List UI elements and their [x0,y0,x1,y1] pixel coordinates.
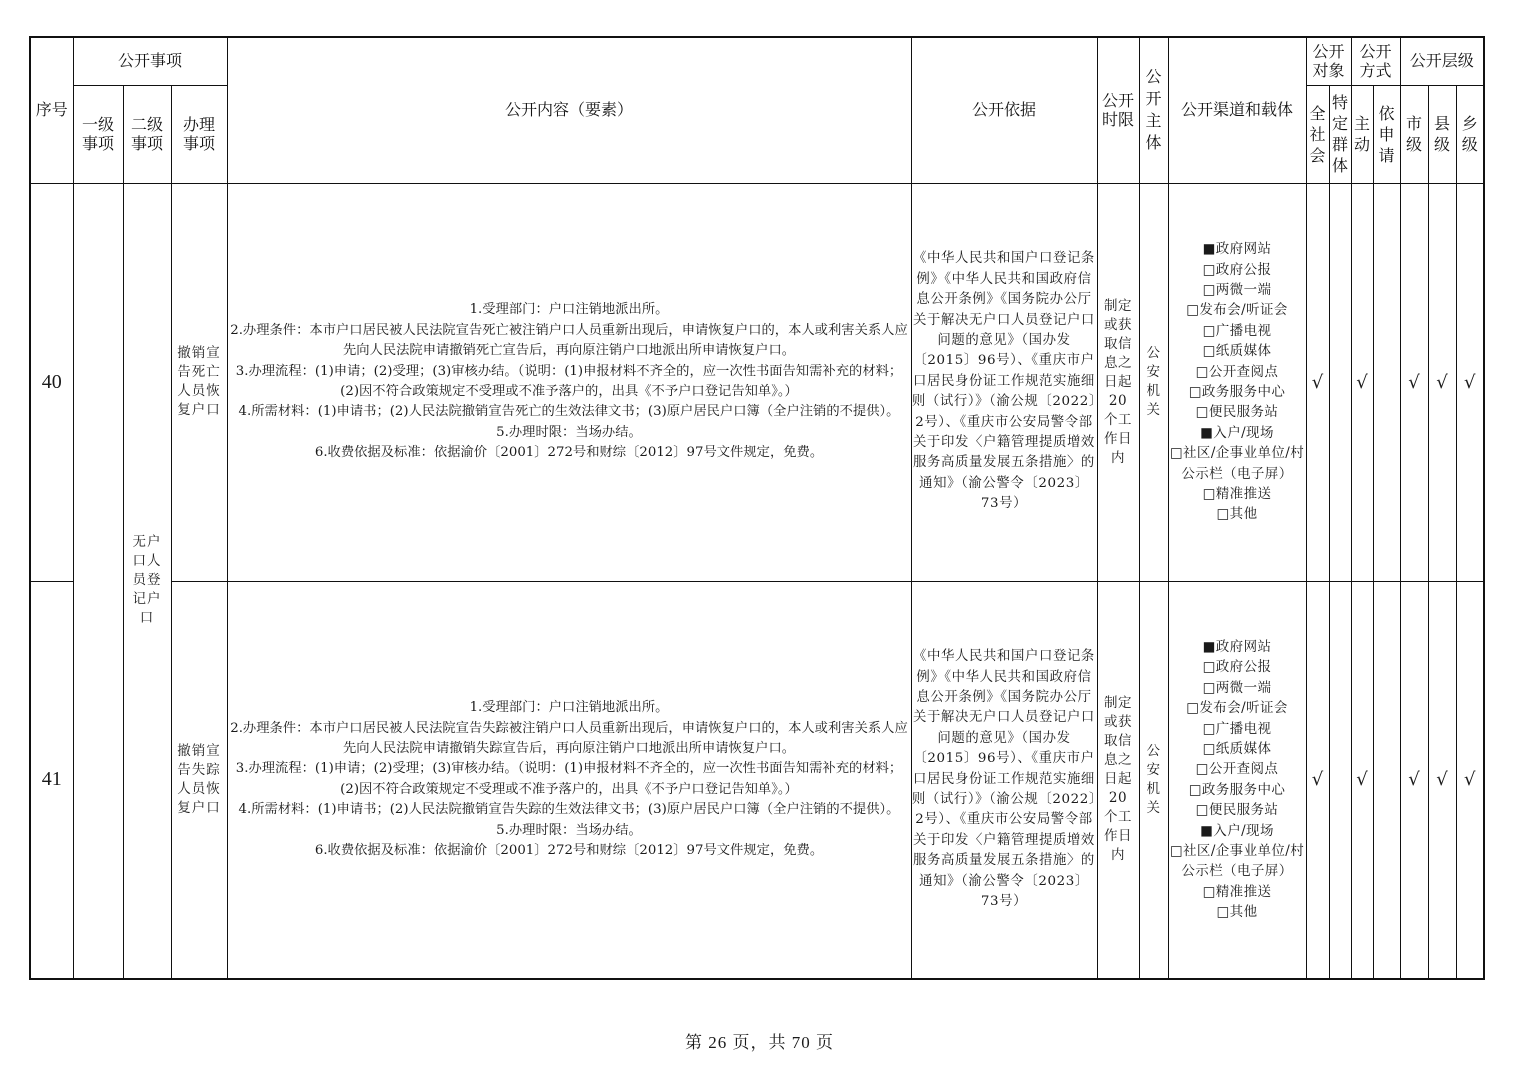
disclosure-table [29,36,1485,980]
content-line: 3.办理流程：(1)申请；(2)受理；(3)审核办结。（说明：(1)申报材料不齐全的，应一次性书面告知需补充的材料；(2)因不符合政策规定不受理或不准予落户的，出具《不予户口登记告知单》。） [235,363,903,399]
row-seq: 41 [30,581,73,979]
row-subject [1139,183,1168,581]
channel-item: □公开查阅点 [1195,761,1279,778]
channel-item: □便民服务站 [1195,802,1279,819]
row-handling [171,183,227,581]
row-time-limit [1097,183,1139,581]
channel-item: □便民服务站 [1195,404,1279,421]
row-handling [171,581,227,979]
channel-item: □政府公报 [1202,659,1272,676]
content-line: 1.受理部门：户口注销地派出所。 [469,302,669,318]
channel-item: □广播电视 [1202,322,1272,339]
content-line: 4.所需材料：(1)申请书；(2)人民法院撤销宣告失踪的生效法律文书；(3)原户居民户口簿（全户注销的不提供）。 [238,802,900,818]
channel-item: ■入户/现场 [1200,822,1274,839]
header-time-limit-text: 公开时限 [1101,91,1134,130]
row-audience-all: √ [1306,581,1329,979]
header-time-limit [1097,37,1139,183]
row-content [227,581,911,979]
row-audience-specific [1329,183,1351,581]
channel-item: □两微一端 [1202,281,1272,298]
row-level-county: √ [1428,183,1456,581]
channel-item: □纸质媒体 [1202,740,1272,757]
table-row [30,581,1484,979]
channel-item: □广播电视 [1202,720,1272,737]
row-subject-text: 公安机关 [1146,345,1161,418]
row-level-county: √ [1428,581,1456,979]
channel-item: □其他 [1216,904,1258,921]
header-level-city [1400,85,1428,183]
channel-item: □公开查阅点 [1195,363,1279,380]
header-levels: 公开层级 [1400,37,1484,85]
header-public-matters: 公开事项 [73,37,227,85]
channel-item: □政务服务中心 [1188,384,1286,400]
header-channels: 公开渠道和载体 [1168,37,1306,183]
header-level2 [123,85,171,183]
row-level1-cell [73,183,123,979]
content-line: 4.所需材料：(1)申请书；(2)人民法院撤销宣告死亡的生效法律文书；(3)原户居民户口簿（全户注销的不提供）。 [238,404,900,420]
header-audience-text: 公开对象 [1312,42,1345,81]
row-handling-text: 撤销宣告死亡人员恢复户口 [177,345,221,418]
channel-item: □发布会/听证会 [1186,302,1288,319]
row-method-active: √ [1351,183,1373,581]
channel-item: □两微一端 [1202,679,1272,696]
row-method-request [1373,581,1400,979]
disclosure-table-sheet [29,36,1483,980]
header-level-county [1428,85,1456,183]
channel-item: ■入户/现场 [1200,424,1274,441]
content-line: 3.办理流程：(1)申请；(2)受理；(3)审核办结。（说明：(1)申报材料不齐全的，应一次性书面告知需补充的材料；(2)因不符合政策规定不受理或不准予落户的，出具《不予户口登记告知单》。） [235,761,903,797]
row-method-active: √ [1351,581,1373,979]
content-line: 5.办理时限：当场办结。 [496,424,642,440]
header-handling [171,85,227,183]
row-content [227,183,911,581]
content-line: 6.收费依据及标准：依据渝价〔2001〕272号和财综〔2012〕97号文件规定，免费。 [314,445,824,461]
header-method-request-text: 依申请 [1378,103,1395,165]
header-level-county-text: 县级 [1433,114,1450,154]
row-time-limit [1097,581,1139,979]
row-level-town: √ [1456,581,1484,979]
content-line: 5.办理时限：当场办结。 [496,822,642,838]
content-line: 2.办理条件：本市户口居民被人民法院宣告失踪被注销户口人员重新出现后，申请恢复户口的，本人或利害关系人应先向人民法院申请撤销失踪宣告后，再向原注销户口地派出所申请恢复户口。 [230,720,908,756]
header-handling-text: 办理事项 [182,115,215,153]
header-method-active [1351,85,1373,183]
header-level-town [1456,85,1484,183]
header-seq: 序号 [30,37,73,183]
row-basis: 《中华人民共和国户口登记条例》《中华人民共和国政府信息公开条例》《国务院办公厅关于解决无户口人员登记户口问题的意见》（国办发〔2015〕96号）、《重庆市户口居民身份证工作规范实施细则（试行）》（渝公规〔2022〕2号）、《重庆市公安局警令部关于印发〈户籍管理提质增效服务高质量发展五条措施〉的通知》（渝公警令〔2023〕73号） [911,581,1097,979]
row-method-request [1373,183,1400,581]
row-subject-text: 公安机关 [1146,742,1161,816]
header-audience-all [1306,85,1329,183]
header-audience-specific [1329,85,1351,183]
header-audience-all-text: 全社会 [1309,103,1326,165]
row-basis: 《中华人民共和国户口登记条例》《中华人民共和国政府信息公开条例》《国务院办公厅关于解决无户口人员登记户口问题的意见》（国办发〔2015〕96号）、《重庆市户口居民身份证工作规范实施细则（试行）》（渝公规〔2022〕2号）、《重庆市公安局警令部关于印发〈户籍管理提质增效服务高质量发展五条措施〉的通知》（渝公警令〔2023〕73号） [911,183,1097,581]
channel-item: ■政府网站 [1202,638,1272,655]
header-method-request [1373,85,1400,183]
row-seq: 40 [30,183,73,581]
channel-item: □政务服务中心 [1188,781,1286,798]
page-footer: 第 26 页，共 70 页 [685,1033,834,1052]
row-channels [1168,581,1306,979]
row-subject [1139,581,1168,979]
channel-item: □纸质媒体 [1202,343,1272,360]
content-line: 2.办理条件：本市户口居民被人民法院宣告死亡被注销户口人员重新出现后，申请恢复户口的，本人或利害关系人应先向人民法院申请撤销死亡宣告后，再向原注销户口地派出所申请恢复户口。 [230,322,908,359]
row-time-limit-text: 制定或获取信息之日起20个工作日内 [1104,297,1132,466]
header-level-city-text: 市级 [1405,114,1422,154]
row-level-city: √ [1400,581,1428,979]
header-level1-text: 一级事项 [81,115,114,153]
header-row-1 [30,37,1484,85]
channel-item: □社区/企事业单位/村公示栏（电子屏） [1169,445,1305,482]
row-audience-specific [1329,581,1351,979]
header-audience [1306,37,1351,85]
content-line: 1.受理部门：户口注销地派出所。 [469,700,669,716]
header-method-text: 公开方式 [1359,42,1392,81]
header-basis: 公开依据 [911,37,1097,183]
header-method-active-text: 主动 [1353,114,1370,154]
row-level-city: √ [1400,183,1428,581]
header-method [1351,37,1400,85]
channel-item: □政府公报 [1202,261,1272,278]
row-level2-cell [123,183,171,979]
channel-item: □精准推送 [1202,486,1272,503]
header-level2-text: 二级事项 [130,115,163,153]
row-audience-all: √ [1306,183,1329,581]
channel-item: □社区/企事业单位/村公示栏（电子屏） [1169,842,1305,880]
header-subject [1139,37,1168,183]
header-subject-text: 公开主体 [1145,67,1162,153]
content-line: 6.收费依据及标准：依据渝价〔2001〕272号和财综〔2012〕97号文件规定，免费。 [314,842,824,858]
row-level2-text: 无户口人员登记户口 [132,534,162,627]
channel-item: □其他 [1216,506,1258,523]
header-audience-specific-text: 特定群体 [1331,93,1348,175]
row-time-limit-text: 制定或获取信息之日起20个工作日内 [1104,695,1132,864]
channel-item: □精准推送 [1202,883,1272,900]
header-level1 [73,85,123,183]
row-handling-text: 撤销宣告失踪人员恢复户口 [177,742,221,816]
channel-item: ■政府网站 [1202,241,1272,258]
table-row [30,183,1484,581]
row-level-town: √ [1456,183,1484,581]
header-content: 公开内容（要素） [227,37,911,183]
row-channels [1168,183,1306,581]
header-level-town-text: 乡级 [1461,114,1478,154]
channel-item: □发布会/听证会 [1186,700,1288,717]
